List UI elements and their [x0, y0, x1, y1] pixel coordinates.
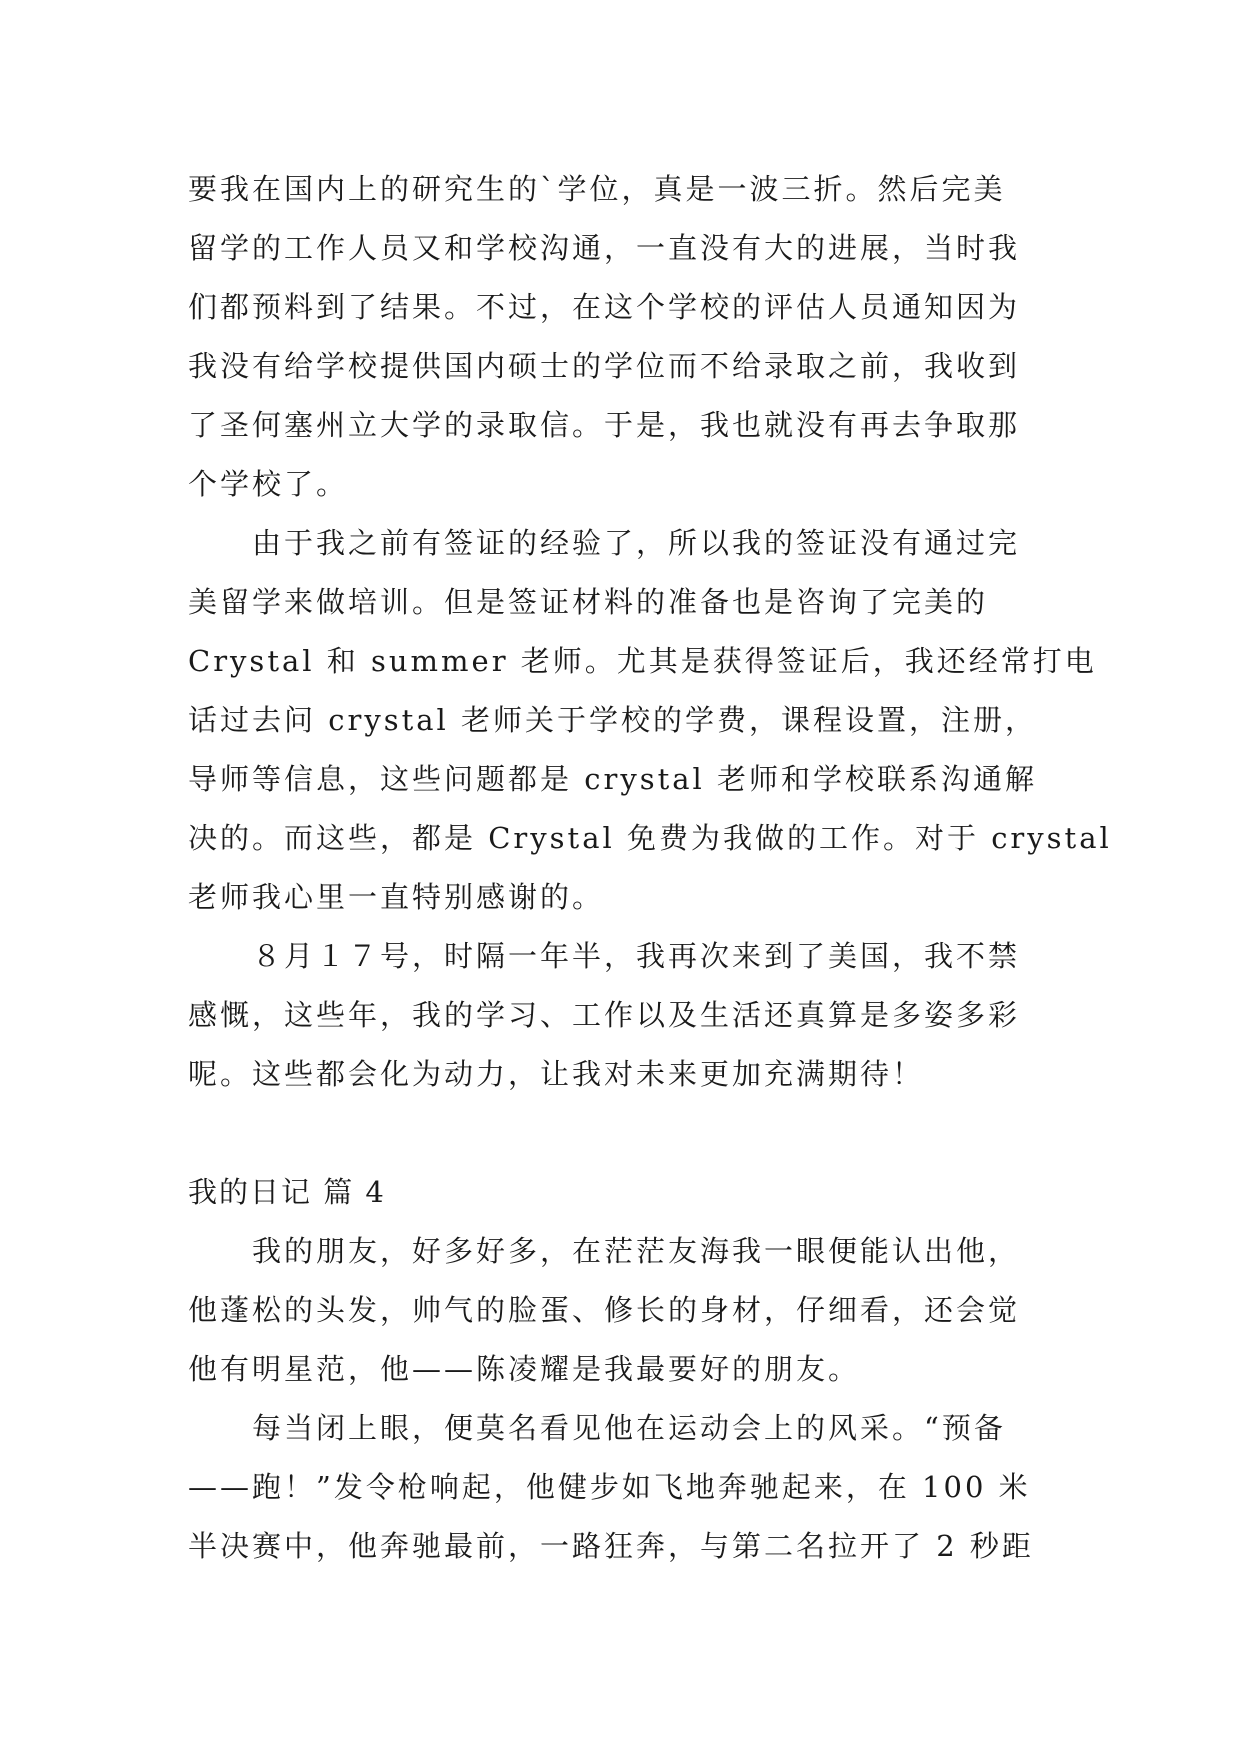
- text-line: 导师等信息，这些问题都是 crystal 老师和学校联系沟通解: [188, 762, 1038, 796]
- paragraph-1: [188, 160, 1058, 514]
- text-line: 个学校了。: [188, 467, 349, 501]
- text-line: 决的。而这些，都是 Crystal 免费为我做的工作。对于 crystal: [188, 821, 1112, 855]
- text-line: 呢。这些都会化为动力，让我对未来更加充满期待！: [188, 1057, 925, 1091]
- text-line: 他蓬松的头发，帅气的脸蛋、修长的身材，仔细看，还会觉: [188, 1293, 1021, 1327]
- text-line: 了圣何塞州立大学的录取信。于是，我也就没有再去争取那: [188, 408, 1021, 442]
- text-line: 由于我之前有签证的经验了，所以我的签证没有通过完: [188, 526, 1021, 560]
- section-spacer: [188, 1104, 1058, 1163]
- text-line: 我没有给学校提供国内硕士的学位而不给录取之前，我收到: [188, 349, 1021, 383]
- text-line: 半决赛中，他奔驰最前，一路狂奔，与第二名拉开了 2 秒距: [188, 1529, 1034, 1563]
- text-line: ——跑！”发令枪响起，他健步如飞地奔驰起来，在 100 米: [188, 1470, 1031, 1504]
- paragraph-2: [188, 514, 1112, 927]
- text-line: 留学的工作人员又和学校沟通，一直没有大的进展，当时我: [188, 231, 1021, 265]
- text-line: 们都预料到了结果。不过，在这个学校的评估人员通知因为: [188, 290, 1021, 324]
- text-line: ８月１７号，时隔一年半，我再次来到了美国，我不禁: [188, 939, 1021, 973]
- text-line: 话过去问 crystal 老师关于学校的学费，课程设置，注册，: [188, 703, 1038, 737]
- paragraph-4: [188, 1222, 1058, 1399]
- text-line: 他有明星范，他——陈凌耀是我最要好的朋友。: [188, 1352, 861, 1386]
- text-line: 每当闭上眼，便莫名看见他在运动会上的风采。“预备: [188, 1411, 1006, 1445]
- paragraph-5: [188, 1399, 1058, 1576]
- paragraph-3: [188, 927, 1058, 1104]
- text-line: 感慨，这些年，我的学习、工作以及生活还真算是多姿多彩: [188, 998, 1021, 1032]
- text-line: 老师我心里一直特别感谢的。: [188, 880, 605, 914]
- text-line: 要我在国内上的研究生的`学位，真是一波三折。然后完美: [188, 172, 1006, 206]
- text-line: 美留学来做培训。但是签证材料的准备也是咨询了完美的: [188, 585, 989, 619]
- document-body: [188, 160, 1112, 1576]
- text-line: 我的朋友，好多好多，在茫茫友海我一眼便能认出他，: [188, 1234, 1021, 1268]
- section-title: 我的日记 篇 4: [188, 1175, 386, 1209]
- text-line: Crystal 和 summer 老师。尤其是获得签证后，我还经常打电: [188, 644, 1097, 678]
